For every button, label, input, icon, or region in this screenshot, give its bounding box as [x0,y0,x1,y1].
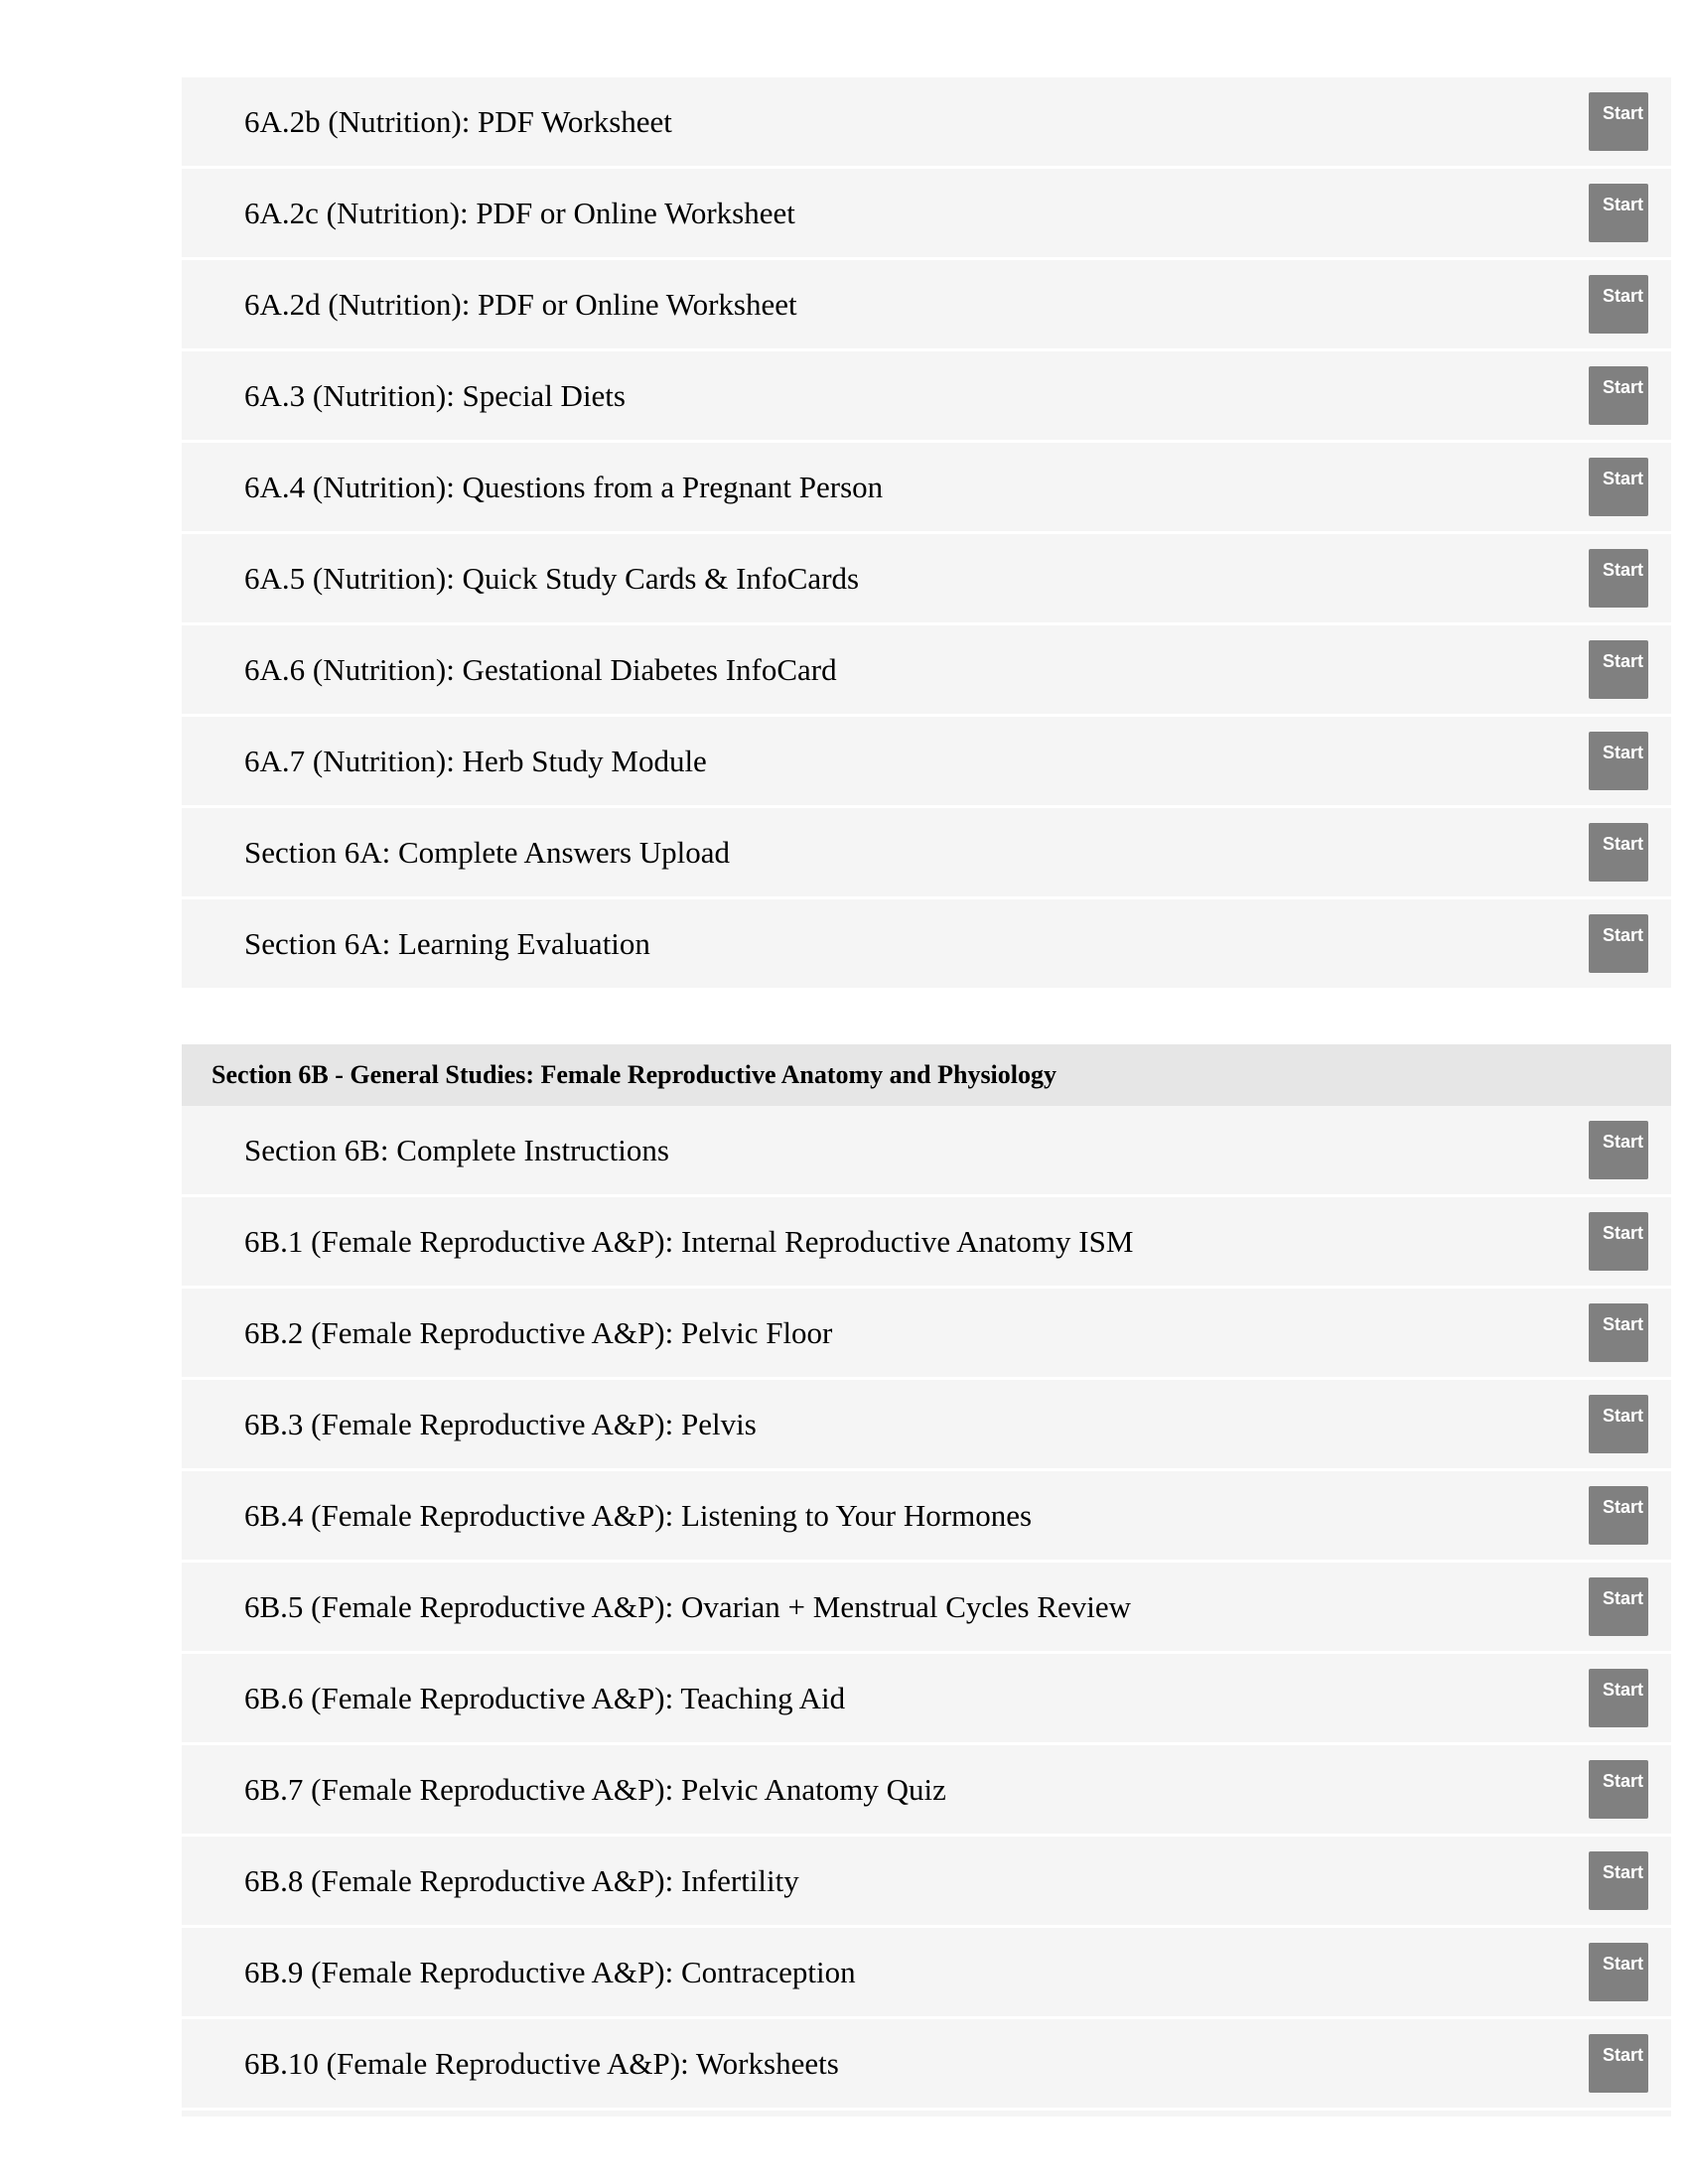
lesson-title: 6B.5 (Female Reproductive A&P): Ovarian + Menstrual Cycles Review [244,1589,1132,1624]
lesson-title: Section 6B: Complete Instructions [244,1133,669,1167]
lesson-row[interactable] [182,1289,1671,1380]
start-button[interactable]: Start [1589,1943,1648,2001]
lesson-title: 6A.7 (Nutrition): Herb Study Module [244,744,707,778]
start-button[interactable]: Start [1589,366,1648,425]
lesson-title: 6B.9 (Female Reproductive A&P): Contraception [244,1955,856,1989]
lesson-title: 6A.2b (Nutrition): PDF Worksheet [244,104,672,139]
lesson-title: 6B.4 (Female Reproductive A&P): Listening to Your Hormones [244,1498,1033,1533]
lesson-title: 6A.6 (Nutrition): Gestational Diabetes InfoCard [244,652,837,687]
lesson-row[interactable] [182,1197,1671,1289]
lesson-row[interactable] [182,1380,1671,1471]
start-button[interactable]: Start [1589,275,1648,334]
start-button[interactable]: Start [1589,2034,1648,2093]
lesson-row[interactable] [182,717,1671,808]
lesson-title: 6A.5 (Nutrition): Quick Study Cards & InfoCards [244,561,860,596]
lesson-title: 6B.2 (Female Reproductive A&P): Pelvic Floor [244,1315,833,1350]
section-6b [182,1044,1671,2116]
lesson-title: 6B.10 (Female Reproductive A&P): Worksheets [244,2046,839,2081]
lesson-row[interactable] [182,1471,1671,1563]
lesson-row[interactable] [182,169,1671,260]
lesson-title: 6A.3 (Nutrition): Special Diets [244,378,626,413]
lesson-row[interactable] [182,1106,1671,1197]
start-button[interactable]: Start [1589,640,1648,699]
lesson-row[interactable] [182,808,1671,899]
lesson-title: 6B.7 (Female Reproductive A&P): Pelvic Anatomy Quiz [244,1772,946,1807]
section-6a-lesson-list [182,77,1671,991]
lesson-row[interactable] [182,2019,1671,2111]
start-button[interactable]: Start [1589,1577,1648,1636]
start-button[interactable]: Start [1589,92,1648,151]
lesson-row[interactable] [182,351,1671,443]
start-button[interactable]: Start [1589,914,1648,973]
lesson-title: 6B.8 (Female Reproductive A&P): Infertility [244,1863,799,1898]
start-button[interactable]: Start [1589,1760,1648,1819]
start-button[interactable]: Start [1589,1212,1648,1271]
lesson-title: Section 6A: Complete Answers Upload [244,835,731,870]
lesson-row[interactable] [182,1654,1671,1745]
start-button[interactable]: Start [1589,1486,1648,1545]
start-button[interactable]: Start [1589,1121,1648,1179]
start-button[interactable]: Start [1589,732,1648,790]
lesson-title: 6B.6 (Female Reproductive A&P): Teaching Aid [244,1681,846,1715]
section-title: Section 6B - General Studies: Female Reproductive Anatomy and Physiology [211,1060,1057,1089]
lesson-title: 6B.1 (Female Reproductive A&P): Internal Reproductive Anatomy ISM [244,1224,1134,1259]
lesson-row[interactable] [182,899,1671,991]
lesson-row[interactable] [182,443,1671,534]
list-end-divider [182,2111,1671,2116]
start-button[interactable]: Start [1589,1851,1648,1910]
lesson-title: 6B.3 (Female Reproductive A&P): Pelvis [244,1407,757,1441]
lesson-title: Section 6A: Learning Evaluation [244,926,650,961]
section-header[interactable] [182,1044,1671,1106]
lesson-row[interactable] [182,625,1671,717]
start-button[interactable]: Start [1589,458,1648,516]
lesson-title: 6A.2c (Nutrition): PDF or Online Worksheet [244,196,795,230]
start-button[interactable]: Start [1589,1303,1648,1362]
start-button[interactable]: Start [1589,1395,1648,1453]
lesson-row[interactable] [182,1928,1671,2019]
lesson-title: 6A.2d (Nutrition): PDF or Online Worksheet [244,287,797,322]
lesson-row[interactable] [182,1745,1671,1837]
lesson-row[interactable] [182,1563,1671,1654]
lesson-row[interactable] [182,534,1671,625]
lesson-row[interactable] [182,1837,1671,1928]
lesson-row[interactable] [182,260,1671,351]
start-button[interactable]: Start [1589,184,1648,242]
lesson-title: 6A.4 (Nutrition): Questions from a Pregnant Person [244,470,884,504]
lesson-row[interactable] [182,77,1671,169]
start-button[interactable]: Start [1589,823,1648,882]
start-button[interactable]: Start [1589,549,1648,608]
start-button[interactable]: Start [1589,1669,1648,1727]
